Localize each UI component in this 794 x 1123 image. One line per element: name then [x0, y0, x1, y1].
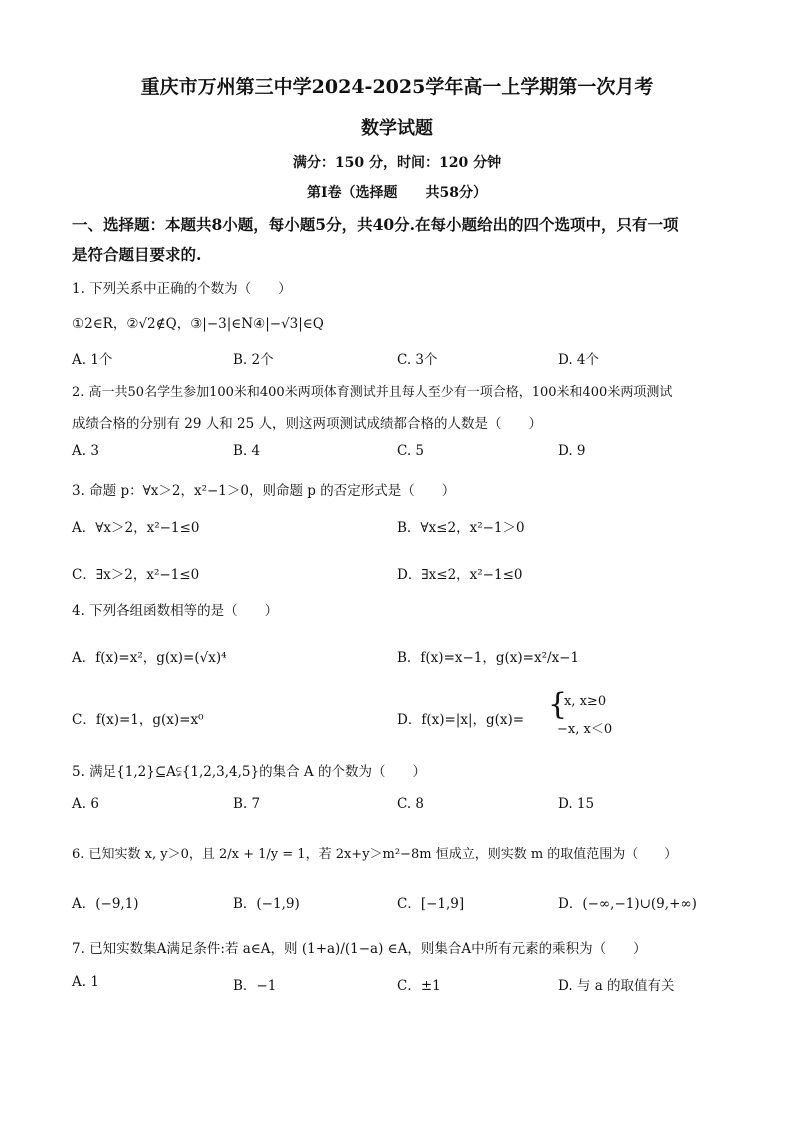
- question-2-option-d: D. 9: [558, 443, 586, 459]
- piecewise-case-2: −x, x＜0: [557, 722, 613, 737]
- question-4-option-b: B．f(x)=x−1，g(x)=x²/x−1: [397, 650, 580, 666]
- piecewise-case-1: x, x≥0: [564, 694, 607, 709]
- question-7-option-a: A. 1: [72, 974, 99, 990]
- piecewise-brace: {: [548, 687, 568, 722]
- question-4-option-c: C．f(x)=1，g(x)=x⁰: [72, 712, 204, 728]
- question-1-option-d: D. 4个: [558, 352, 600, 368]
- question-3-option-c: C．∃x＞2，x²−1≤0: [72, 567, 200, 583]
- question-1-option-b: B. 2个: [233, 352, 274, 368]
- question-2-option-b: B. 4: [233, 443, 261, 459]
- question-3-option-a: A．∀x＞2，x²−1≤0: [72, 520, 200, 536]
- question-4-option-a: A．f(x)=x²，g(x)=(√x)⁴: [72, 650, 227, 666]
- question-5-option-d: D. 15: [558, 796, 595, 812]
- question-1-stem: 1. 下列关系中正确的个数为（ ）: [72, 281, 292, 297]
- question-7-option-b: B．−1: [233, 978, 277, 994]
- question-7-stem: 7. 已知实数集A满足条件:若 a∈A，则 (1+a)/(1−a) ∈A，则集合A中所有元素的乘积为（ ）: [72, 941, 647, 957]
- question-5-option-b: B. 7: [233, 796, 261, 812]
- question-1-option-a: A. 1个: [72, 352, 113, 368]
- question-7-option-c: C．±1: [397, 978, 441, 994]
- section-instruction-line1: 一、选择题：本题共8小题，每小题5分，共40分.在每小题给出的四个选项中，只有一项: [72, 215, 679, 234]
- section-instruction-line2: 是符合题目要求的.: [72, 245, 202, 264]
- question-2-stem-line1: 2. 高一共50名学生参加100米和400米两项体育测试并且每人至少有一项合格，100米和400米两项测试: [72, 385, 673, 400]
- question-2-stem-line2: 成绩合格的分别有 29 人和 25 人，则这两项测试成绩都合格的人数是（ ）: [72, 416, 543, 432]
- volume-heading: 第Ⅰ卷（选择题 共58分）: [306, 185, 488, 201]
- question-1-statements: ①2∈R，②√2∉Q，③|−3|∈N④|−√3|∈Q: [72, 316, 324, 332]
- question-4-option-d: D．f(x)=|x|，g(x)=: [397, 712, 525, 728]
- question-7-option-d: D. 与 a 的取值有关: [558, 978, 675, 994]
- question-6-option-a: A．(−9,1): [72, 896, 139, 912]
- question-6-option-c: C．[−1,9]: [397, 896, 465, 912]
- question-5-stem: 5. 满足{1,2}⊆A⫋{1,2,3,4,5}的集合 A 的个数为（ ）: [72, 764, 426, 780]
- question-6-option-b: B．(−1,9): [233, 896, 300, 912]
- page-subtitle: 数学试题: [361, 118, 433, 139]
- question-6-option-d: D．(−∞,−1)∪(9,+∞): [558, 896, 697, 912]
- question-3-option-b: B．∀x≤2，x²−1＞0: [397, 520, 525, 536]
- question-2-option-a: A. 3: [72, 443, 99, 459]
- question-4-stem: 4. 下列各组函数相等的是（ ）: [72, 603, 279, 619]
- page-title: 重庆市万州第三中学2024-2025学年高一上学期第一次月考: [140, 76, 654, 98]
- exam-info: 满分：150 分，时间：120 分钟: [292, 155, 502, 171]
- question-6-stem: 6. 已知实数 x, y＞0，且 2/x + 1/y = 1，若 2x+y＞m²−8m 恒成立，则实数 m 的取值范围为（ ）: [72, 847, 678, 862]
- question-5-option-c: C. 8: [397, 796, 425, 812]
- question-3-stem: 3. 命题 p：∀x＞2，x²−1＞0，则命题 p 的否定形式是（ ）: [72, 483, 456, 499]
- question-3-option-d: D．∃x≤2，x²−1≤0: [397, 567, 523, 583]
- question-2-option-c: C. 5: [397, 443, 425, 459]
- question-1-option-c: C. 3个: [397, 352, 438, 368]
- question-5-option-a: A. 6: [72, 796, 99, 812]
